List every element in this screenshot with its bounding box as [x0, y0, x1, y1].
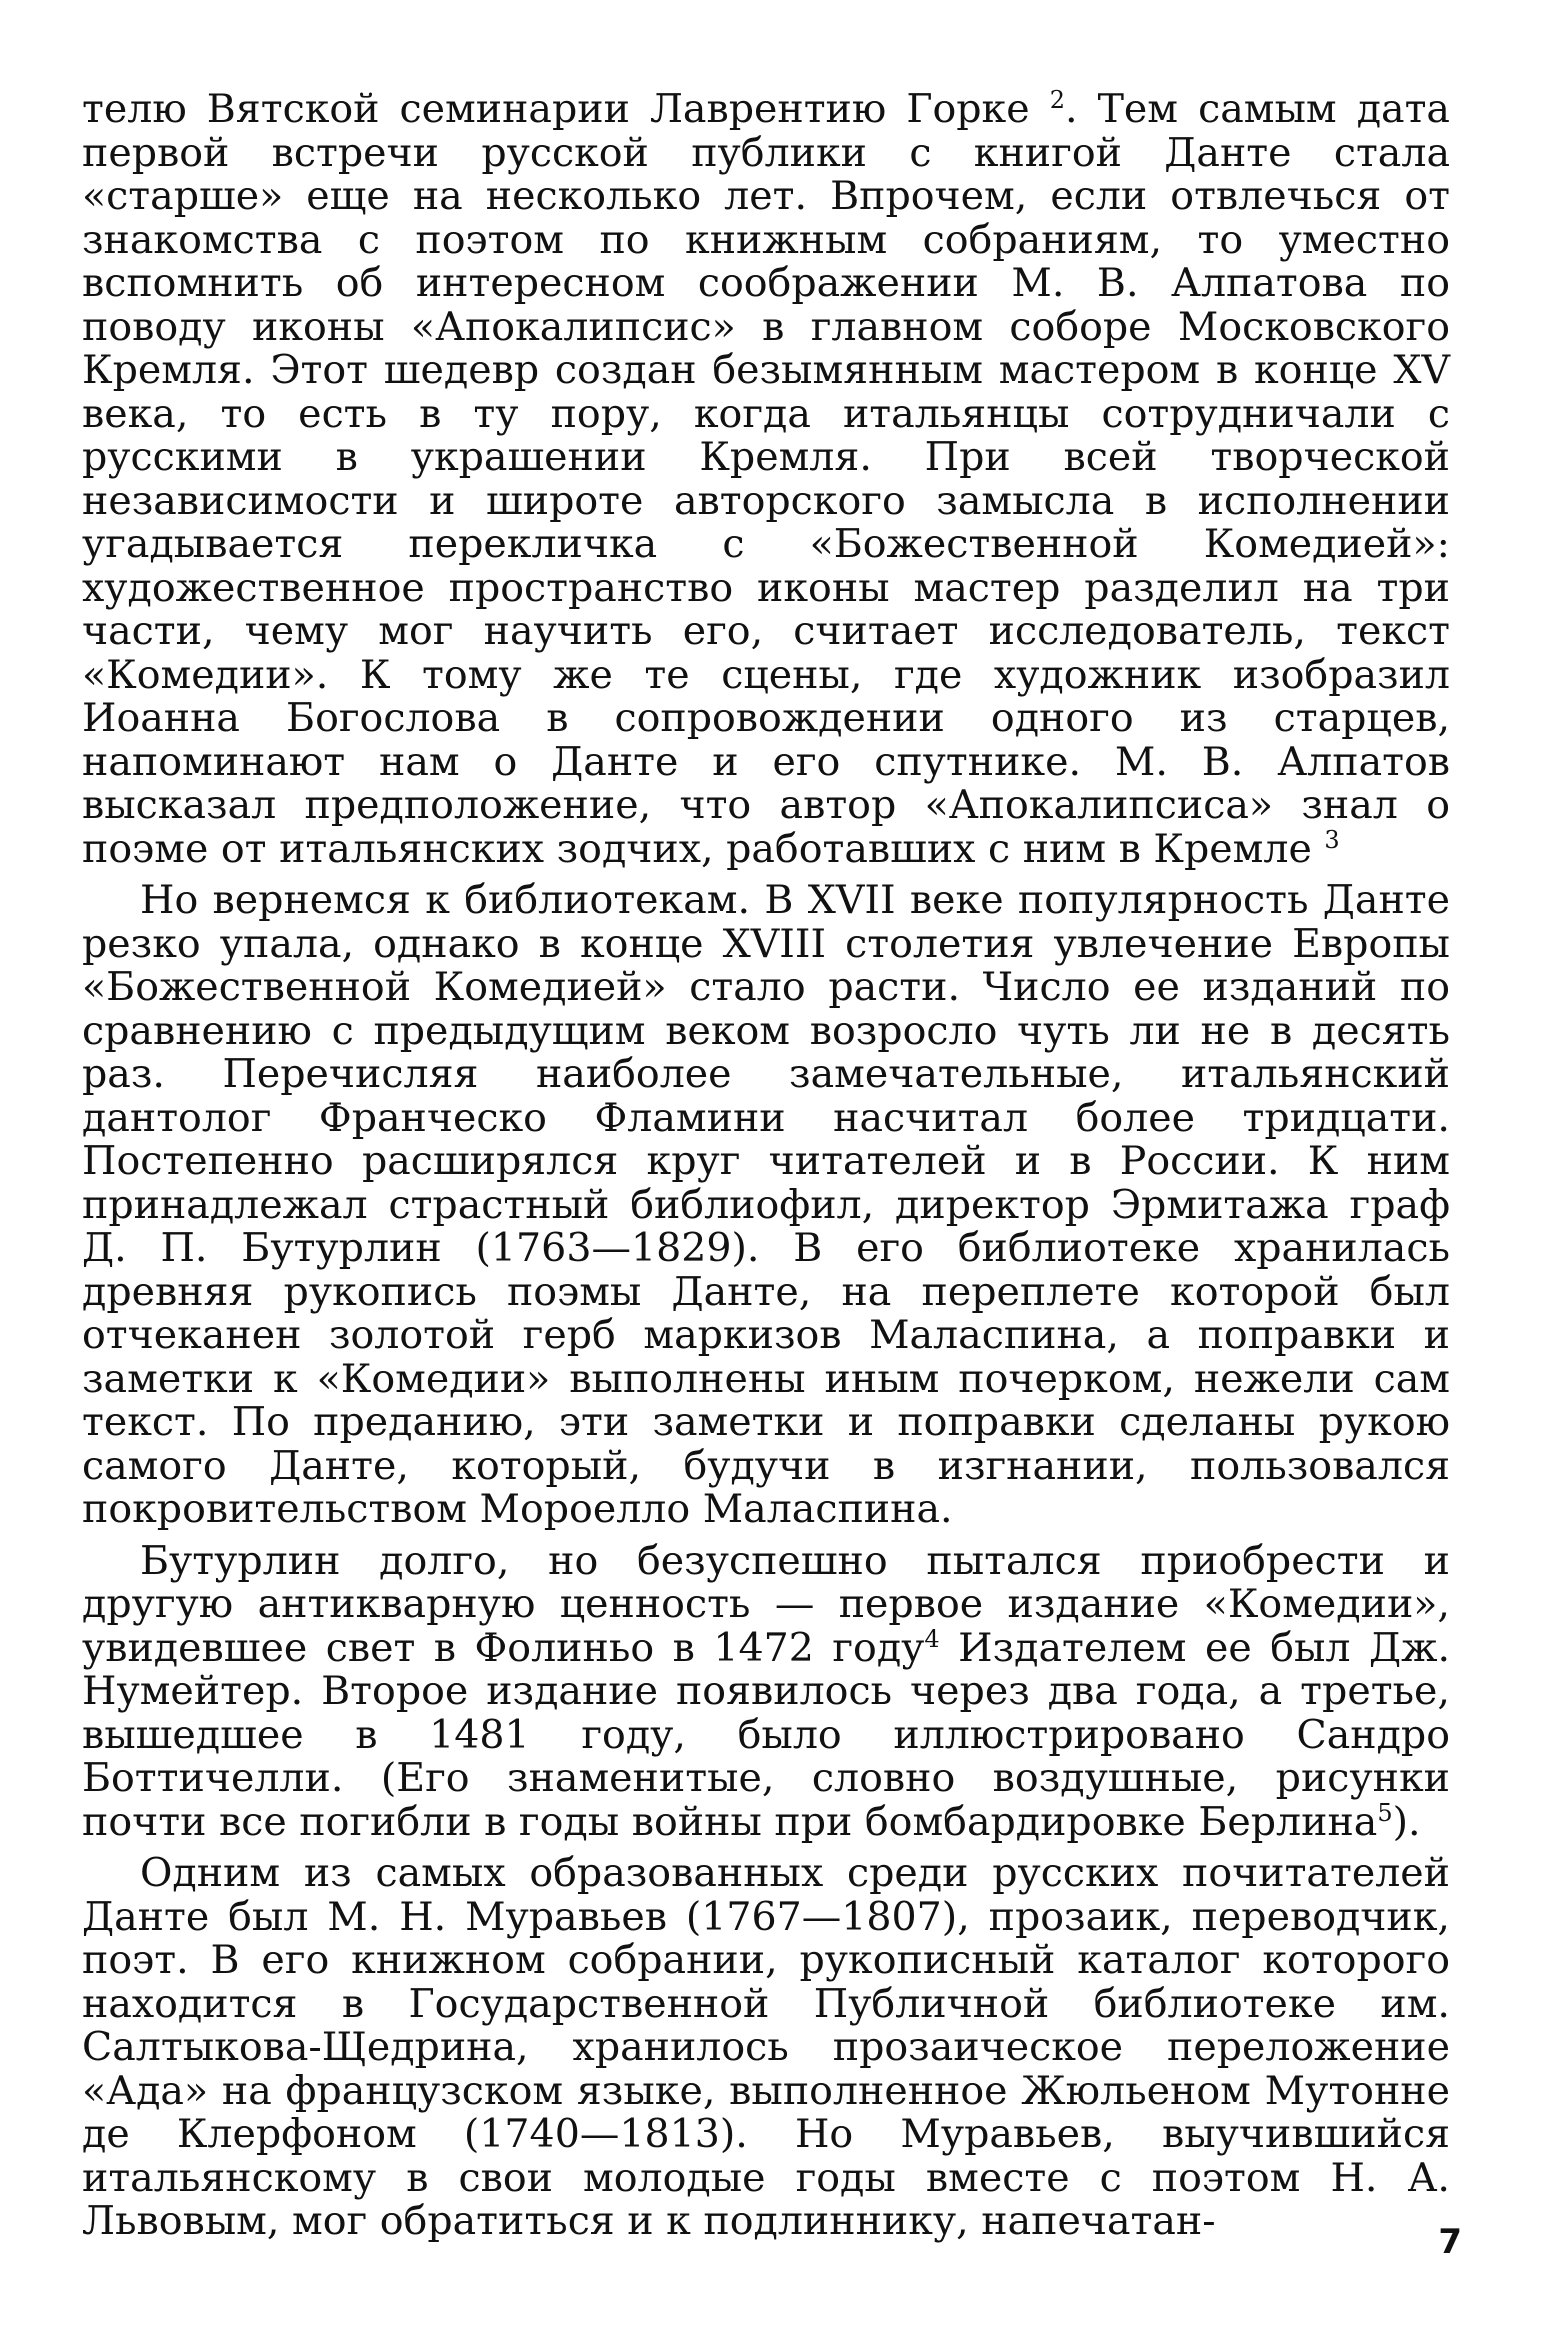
- footnote-ref: 2: [1049, 85, 1065, 114]
- footnote-ref: 3: [1324, 825, 1340, 854]
- paragraph-2: [82, 879, 1450, 1532]
- text-run: Бутурлин долго, но безуспешно пытался приобрести и другую антикварную ценность — первое издание «Комедии», увидевшее свет в Фолиньо в 1472 году: [82, 1537, 1450, 1671]
- footnote-ref: 4: [924, 1624, 940, 1653]
- paragraph-3: [82, 1537, 1451, 1845]
- paragraph-4: [82, 1852, 1450, 2244]
- page-text: [82, 85, 1451, 2244]
- text-run: . Тем самым дата первой встречи русской публики с книгой Данте стала «старше» еще на несколько лет. Впрочем, если отвлечься от знакомства с поэтом по книжным собраниям, то уместно вспомнить об интересном соображении М. В. Алпатова по поводу иконы «Апокалипсис» в главном соборе Московского Кремля. Этот шедевр создан безымянным мастером в конце XV века, то есть в ту пору, когда итальянцы сотрудничали с русскими в украшении Кремля. При всей творческой независимости и широте авторского замысла в исполнении угадывается перекличка с «Божественной Комедией»: художественное пространство иконы мастер разделил на три части, чему мог научить его, считает исследователь, текст «Комедии». К тому же те сцены, где художник изобразил Иоанна Богослова в сопровождении одного из старцев, напоминают нам о Данте и его спутнике. М. В. Алпатов высказал предположение, что автор «Апокалипсиса» знал о поэме от итальянских зодчих, работавших с ним в Кремле: [82, 86, 1450, 872]
- text-run: Но вернемся к библиотекам. В XVII веке популярность Данте резко упала, однако в конце XVIII столетия увлечение Европы «Божественной Комедией» стало расти. Число ее изданий по сравнению с предыдущим веком возросло чуть ли не в десять раз. Перечисляя наиболее замечательные, итальянский дантолог Франческо Фламини насчитал более тридцати. Постепенно расширялся круг читателей и в России. К ним принадлежал страстный библиофил, директор Эрмитажа граф Д. П. Бутурлин (1763—1829). В его библиотеке хранилась древняя рукопись поэмы Данте, на переплете которой был отчеканен золотой герб маркизов Маласпина, а поправки и заметки к «Комедии» выполнены иным почерком, нежели сам текст. По преданию, эти заметки и поправки сделаны рукою самого Данте, который, будучи в изгнании, пользовался покровительством Мороелло Маласпина.: [82, 877, 1450, 1532]
- footnote-ref: 5: [1377, 1798, 1393, 1827]
- text-run: ).: [1392, 1798, 1421, 1845]
- text-run: Одним из самых образованных среди русских почитателей Данте был М. Н. Муравьев (1767—1807), прозаик, переводчик, поэт. В его книжном собрании, рукописный каталог которого находится в Государственной Публичной библиотеке им. Салтыкова-Щедрина, хранилось прозаическое переложение «Ада» на французском языке, выполненное Жюльеном Мутонне де Клерфоном (1740—1813). Но Муравьев, выучившийся итальянскому в свои молодые годы вместе с поэтом Н. А. Львовым, мог обратиться и к подлиннику, напечатан-: [82, 1850, 1450, 2244]
- page-number: 7: [1438, 2222, 1462, 2262]
- text-run: Издателем ее был Дж. Нумейтер. Второе издание появилось через два года, а третье, вышедшее в 1481 году, было иллюстрировано Сандро Боттичелли. (Его знаменитые, словно воздушные, рисунки почти все погибли в годы войны при бомбардировке Берлина: [82, 1624, 1451, 1845]
- paragraph-1: [82, 85, 1450, 872]
- text-run: телю Вятской семинарии Лаврентию Горке: [82, 86, 1050, 132]
